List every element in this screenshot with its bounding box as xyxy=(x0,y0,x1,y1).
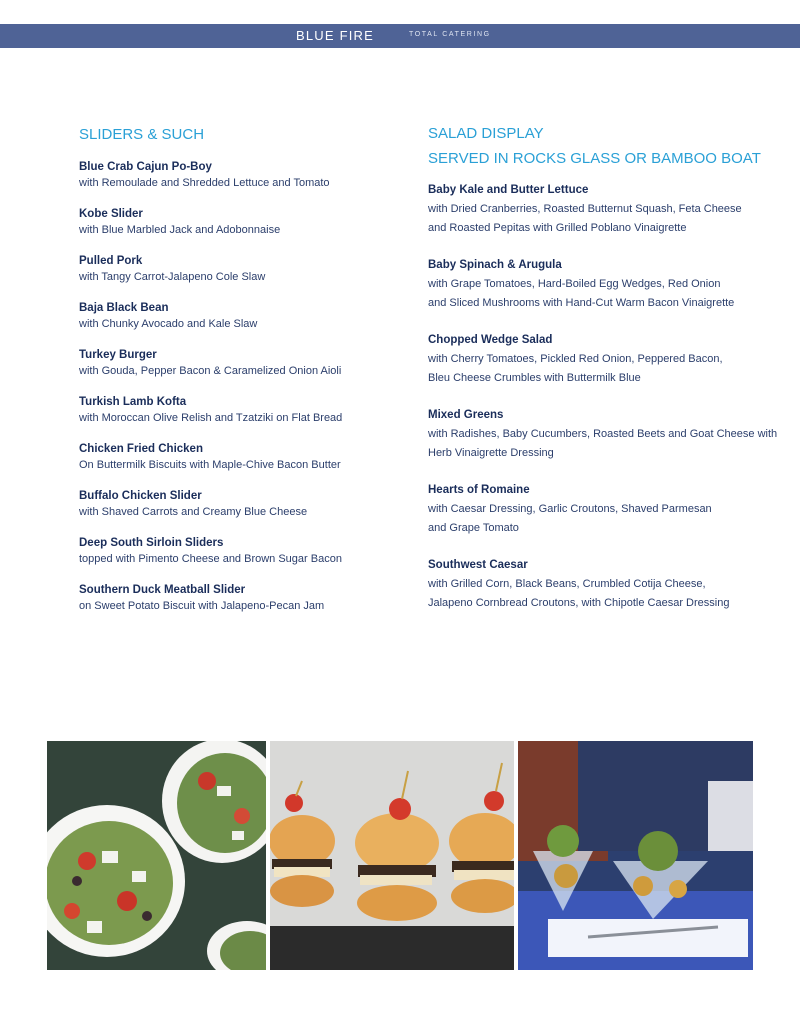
menu-item xyxy=(428,256,788,313)
item-description: with Gouda, Pepper Bacon & Caramelized Onion Aioli xyxy=(79,365,342,377)
salad-title: SALAD DISPLAY xyxy=(428,125,544,142)
item-description: with Tangy Carrot-Jalapeno Cole Slaw xyxy=(79,271,266,283)
menu-item xyxy=(79,582,399,614)
menu-item xyxy=(428,556,788,613)
menu-item xyxy=(79,253,399,285)
sliders-section xyxy=(79,122,399,629)
item-description: Herb Vinaigrette Dressing xyxy=(428,447,554,459)
brand-tagline: TOTAL CATERING xyxy=(409,31,491,38)
menu-item xyxy=(79,394,399,426)
menu-item xyxy=(79,535,399,567)
item-description: with Dried Cranberries, Roasted Butternut Squash, Feta Cheese xyxy=(428,203,742,215)
item-name: Deep South Sirloin Sliders xyxy=(79,537,224,549)
item-name: Chicken Fried Chicken xyxy=(79,443,203,455)
menu-item xyxy=(79,488,399,520)
item-description: with Grape Tomatoes, Hard-Boiled Egg Wedges, Red Onion xyxy=(428,278,721,290)
item-description: on Sweet Potato Biscuit with Jalapeno-Pecan Jam xyxy=(79,600,325,612)
item-description: with Chunky Avocado and Kale Slaw xyxy=(79,318,258,330)
item-description: On Buttermilk Biscuits with Maple-Chive Bacon Butter xyxy=(79,459,341,471)
item-name: Buffalo Chicken Slider xyxy=(79,490,202,502)
item-description: topped with Pimento Cheese and Brown Sugar Bacon xyxy=(79,553,342,565)
item-description: with Cherry Tomatoes, Pickled Red Onion, Peppered Bacon, xyxy=(428,353,723,365)
item-description: and Grape Tomato xyxy=(428,522,519,534)
brand-name: BLUE FIRE xyxy=(296,28,374,43)
item-name: Southern Duck Meatball Slider xyxy=(79,584,246,596)
item-name: Baby Kale and Butter Lettuce xyxy=(428,184,589,196)
item-description: Bleu Cheese Crumbles with Buttermilk Blue xyxy=(428,372,641,384)
item-description: with Caesar Dressing, Garlic Croutons, Shaved Parmesan xyxy=(428,503,712,515)
item-description: with Grilled Corn, Black Beans, Crumbled Cotija Cheese, xyxy=(428,578,706,590)
salad-list xyxy=(428,181,788,613)
sliders-title: SLIDERS & SUCH xyxy=(79,126,205,143)
item-description: with Radishes, Baby Cucumbers, Roasted Beets and Goat Cheese with xyxy=(428,428,778,440)
menu-item xyxy=(428,331,788,388)
menu-item xyxy=(79,206,399,238)
sliders-photo xyxy=(270,741,514,970)
item-name: Southwest Caesar xyxy=(428,559,528,571)
item-name: Chopped Wedge Salad xyxy=(428,334,553,346)
salad-bowls-photo xyxy=(47,741,266,970)
item-description: Jalapeno Cornbread Croutons, with Chipotle Caesar Dressing xyxy=(428,597,730,609)
item-name: Baby Spinach & Arugula xyxy=(428,259,562,271)
item-name: Hearts of Romaine xyxy=(428,484,530,496)
item-description: with Shaved Carrots and Creamy Blue Cheese xyxy=(79,506,308,518)
salad-section xyxy=(428,121,788,631)
item-name: Baja Black Bean xyxy=(79,302,169,314)
item-description: and Roasted Pepitas with Grilled Poblano Vinaigrette xyxy=(428,222,687,234)
item-name: Pulled Pork xyxy=(79,255,143,267)
menu-item xyxy=(79,347,399,379)
menu-item xyxy=(79,159,399,191)
menu-item xyxy=(79,300,399,332)
item-description: and Sliced Mushrooms with Hand-Cut Warm Bacon Vinaigrette xyxy=(428,297,735,309)
item-name: Turkey Burger xyxy=(79,349,157,361)
salad-display-photo xyxy=(518,741,753,970)
item-name: Kobe Slider xyxy=(79,208,143,220)
item-name: Mixed Greens xyxy=(428,409,504,421)
salad-subtitle: SERVED IN ROCKS GLASS OR BAMBOO BOAT xyxy=(428,150,761,167)
menu-item xyxy=(428,181,788,238)
menu-item xyxy=(79,441,399,473)
item-name: Blue Crab Cajun Po-Boy xyxy=(79,161,212,173)
sliders-list xyxy=(79,159,399,614)
menu-item xyxy=(428,481,788,538)
item-description: with Moroccan Olive Relish and Tzatziki on Flat Bread xyxy=(79,412,343,424)
item-description: with Blue Marbled Jack and Adobonnaise xyxy=(79,224,281,236)
item-description: with Remoulade and Shredded Lettuce and Tomato xyxy=(79,177,330,189)
item-name: Turkish Lamb Kofta xyxy=(79,396,187,408)
menu-item xyxy=(428,406,788,463)
header-bar xyxy=(0,24,800,48)
